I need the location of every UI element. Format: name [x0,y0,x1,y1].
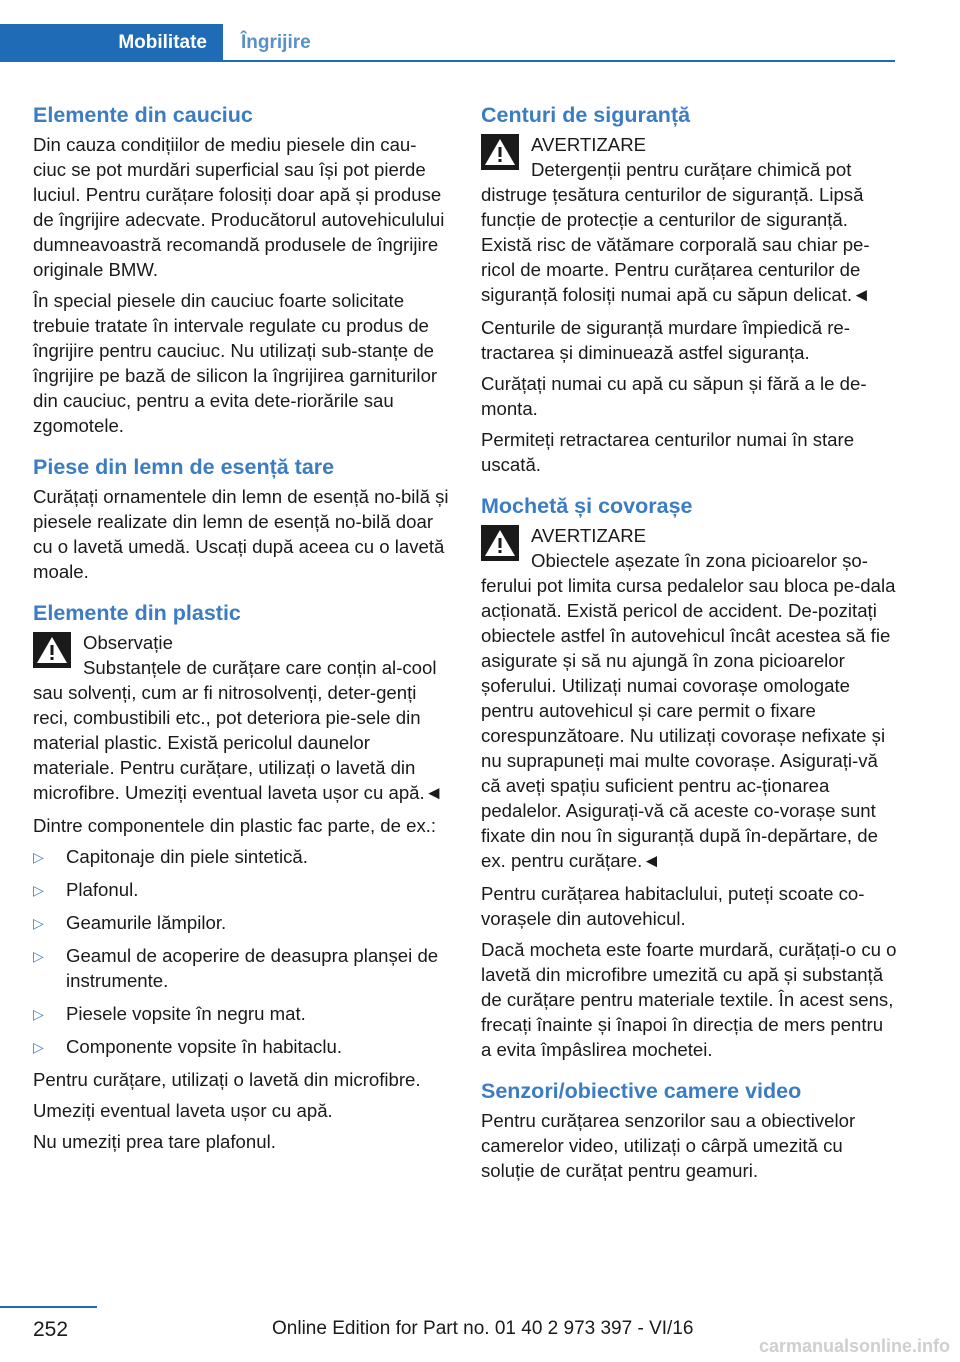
warning-triangle-icon [481,134,519,170]
section-title: Elemente din plastic [33,601,241,625]
list-item: ▷ Plafonul. [33,877,449,902]
warning-heading: AVERTIZARE [531,134,647,155]
paragraph: Pentru curățarea senzorilor sau a obiectivelor camerelor video, utilizați o cârpă umezită cu soluție de curățat pentru geamuri. [481,1110,856,1181]
paragraph: Curățați ornamentele din lemn de esență no-bilă și piesele realizate din lemn de esență no-bilă doar cu o lavetă umedă. Uscați după aceea cu o lavetă moale. [33,486,449,582]
triangle-bullet-icon: ▷ [33,1039,44,1055]
paragraph: Pentru curățare, utilizați o lavetă din microfibre. [33,1069,421,1090]
header-bar [0,0,960,62]
section-title: Elemente din cauciuc [33,103,253,127]
triangle-bullet-icon: ▷ [33,915,44,931]
section-title: Mochetă și covorașe [481,494,693,518]
section-title: Centuri de siguranță [481,103,691,127]
left-column [33,100,449,1168]
paragraph: Din cauza condițiilor de mediu piesele din cau-ciuc se pot murdări superficial sau își pot pierde luciul. Pentru curățare folosiți doar apă și produse de îngrijire adecvate. Producătorul autovehiculului dumneavoastră recomandă produsele de îngrijire originale BMW. [33,134,445,280]
paragraph: Curățați numai cu apă cu săpun și fără a le de-monta. [481,373,867,419]
list-item: ▷ Capitonaje din piele sintetică. [33,844,449,869]
warning-heading: AVERTIZARE [531,525,647,546]
section-belts [481,100,897,477]
list-item: ▷ Geamurile lămpilor. [33,910,449,935]
list-item: ▷ Piesele vopsite în negru mat. [33,1001,449,1026]
component-list [33,844,449,1059]
edition-footer: Online Edition for Part no. 01 40 2 973 397 - VI/16 [272,1318,694,1339]
warning-heading: Observație [83,632,173,653]
paragraph: Dintre componentele din plastic fac parte, de ex.: [33,815,437,836]
page-number-rule [0,1306,97,1308]
page-number: 252 [33,1318,69,1341]
section-sensors [481,1076,897,1183]
tab-ingrijire[interactable]: Îngrijire [241,31,311,53]
section-plastic [33,598,449,1154]
section-title: Piese din lemn de esență tare [33,455,335,479]
triangle-bullet-icon: ▷ [33,948,44,964]
section-wood [33,452,449,584]
paragraph: Umeziți eventual laveta ușor cu apă. [33,1100,333,1121]
triangle-bullet-icon: ▷ [33,882,44,898]
paragraph: Permiteți retractarea centurilor numai în stare uscată. [481,429,855,475]
warning-text: Substanțele de curățare care conțin al-cool sau solvenți, cum ar fi nitrosolvenți, deter-genți reci, combustibili etc., pot deteriora pie-sele din material plastic. Există pericolul daunelor materiale. Pentru curățare, utilizați o lavetă din microfibre. Umeziți eventual laveta ușor cu apă.◄ [33,657,444,803]
triangle-bullet-icon: ▷ [33,849,44,865]
list-item: ▷ Componente vopsite în habitaclu. [33,1034,449,1059]
paragraph: Nu umeziți prea tare plafonul. [33,1131,276,1152]
warning-text: Detergenții pentru curățare chimică pot distruge țesătura centurilor de siguranță. Lipsă funcție de protecție a centurilor de siguranță. Există risc de vătămare corporală sau chiar pe-ricol de moarte. Pentru curățarea centurilor de siguranță folosiți numai apă cu săpun delicat.◄ [481,159,871,305]
right-column [481,100,897,1197]
paragraph: Pentru curățarea habitaclului, puteți scoate co-vorașele din autovehicul. [481,883,865,929]
warning-triangle-icon [481,525,519,561]
watermark: carmanualsonline.info [758,1336,950,1356]
warning-box [481,523,897,873]
header-divider [0,60,895,62]
paragraph: Dacă mocheta este foarte murdară, curățați-o cu o lavetă din microfibre umezită cu apă și substanță de curățare pentru materiale textile. În acest sens, frecați înainte și înapoi în direcția de mers pentru a evita împâslirea mochetei. [481,939,897,1060]
warning-triangle-icon [33,632,71,668]
paragraph: Centurile de siguranță murdare împiedică re-tractarea și diminuează astfel siguranța. [481,317,850,363]
warning-text: Obiectele așezate în zona picioarelor șo-ferului pot limita cursa pedalelor sau bloca pe-dala acționată. Există pericol de accident. De-pozitați obiectele astfel în autovehicul încât acestea să fie asigurate și să nu ajungă în zona picioarelor șoferului. Utilizați numai covorașe omologate pentru autovehicul și care permit o fixare corespunzătoare. Nu utilizați covorașe nefixate și nu suprapuneți mai multe covorașe. Asigurați-vă că aveți spațiu suficient pentru ac-ționarea pedalelor. Asigurați-vă că aceste co-vorașe sunt fixate din nou în siguranță după în-depărtare, de ex. pentru curățare.◄ [481,550,896,871]
section-carpet [481,491,897,1062]
section-title: Senzori/obiective camere video [481,1079,802,1103]
triangle-bullet-icon: ▷ [33,1006,44,1022]
warning-box [33,630,449,805]
tab-mobilitate[interactable]: Mobilitate [0,24,223,61]
warning-box [481,132,897,307]
list-item: ▷ Geamul de acoperire de deasupra planșei de instrumente. [33,945,439,991]
section-rubber [33,100,449,438]
paragraph: În special piesele din cauciuc foarte solicitate trebuie tratate în intervale regulate cu produs de îngrijire pentru cauciuc. Nu utilizați sub-stanțe de îngrijire pe bază de silicon la îngrijirea garniturilor din cauciuc, pentru a evita dete-riorările sau zgomotele. [33,290,438,436]
